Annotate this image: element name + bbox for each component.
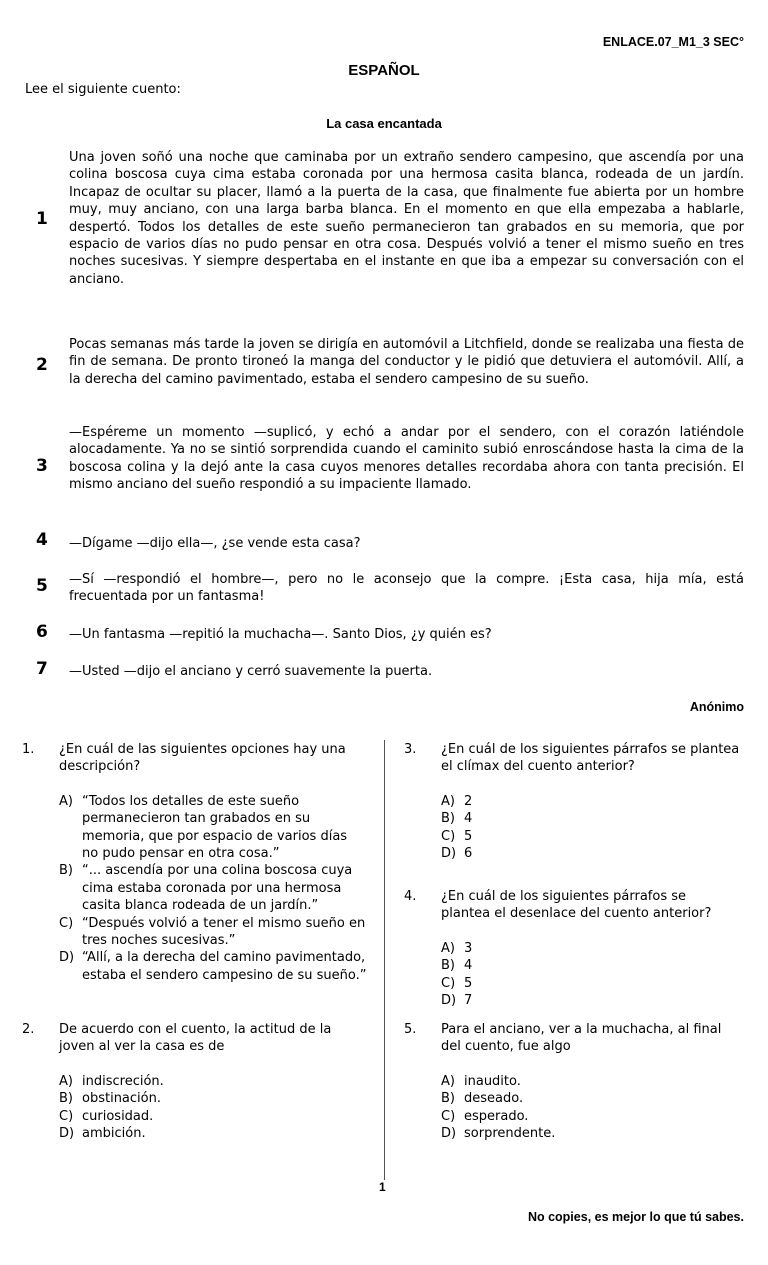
option-letter: C) — [441, 1108, 456, 1124]
option-text: 5 — [464, 975, 473, 991]
paragraph-number: 6 — [36, 622, 48, 642]
question-5 — [404, 1021, 744, 1142]
page-number: 1 — [379, 1180, 386, 1194]
option-letter: C) — [59, 1108, 74, 1124]
question-number: 1. — [22, 742, 35, 757]
option-text: inaudito. — [464, 1073, 521, 1089]
option-letter: D) — [441, 993, 457, 1009]
question-text: De acuerdo con el cuento, la actitud de la joven al ver la casa es de — [59, 1022, 332, 1055]
answer-option[interactable] — [59, 1108, 367, 1125]
option-letter: A) — [441, 940, 455, 956]
paragraph: Una joven soñó una noche que caminaba por un extraño sendero campesino, que ascendía por una colina boscosa cuya cima estaba coronada por una hermosa casita blanca, rodeada de un jardín. Incapaz de ocultar su placer, llamó a la puerta de la casa, que finalmente fue abierta por un hombre muy, muy anciano, con una larga barba blanca. En el momento en que ella empezaba a hablarle, despertó. Todos los detalles de este sueño permanecieron tan grabados en su memoria, que por espacio de varios días no pudo pensar en otra cosa. Después volvió a tener el mismo sueño en tres noches sucesivas. Y siempre despertaba en el instante en que iba a empezar su conversación con el anciano. — [69, 150, 744, 287]
answer-option[interactable] — [441, 1073, 744, 1090]
paragraph: —Usted —dijo el anciano y cerró suavemente la puerta. — [69, 664, 433, 679]
option-letter: A) — [59, 793, 73, 809]
paragraph-number: 5 — [36, 576, 48, 596]
question-number: 5. — [404, 1022, 417, 1037]
question-1 — [22, 741, 367, 984]
option-text: 7 — [464, 993, 473, 1009]
question-text: ¿En cuál de las siguientes opciones hay una descripción? — [59, 742, 346, 775]
option-letter: D) — [59, 1126, 75, 1142]
option-text: esperado. — [464, 1108, 529, 1124]
option-text: 4 — [464, 811, 473, 827]
paragraph-number: 4 — [36, 530, 48, 550]
option-text: obstinación. — [82, 1091, 161, 1107]
question-number: 3. — [404, 742, 417, 757]
answer-option[interactable] — [441, 1090, 744, 1107]
instruction: Lee el siguiente cuento: — [25, 82, 181, 97]
answer-option[interactable] — [59, 793, 367, 863]
option-text: 5 — [464, 828, 473, 844]
subject-title: ESPAÑOL — [348, 62, 420, 79]
answer-option[interactable] — [59, 1090, 367, 1107]
answer-option[interactable] — [441, 810, 744, 827]
option-text: 2 — [464, 793, 473, 809]
answer-option[interactable] — [59, 1125, 367, 1142]
exam-code: ENLACE.07_M1_3 SEC° — [602, 35, 744, 49]
answer-option[interactable] — [441, 957, 734, 974]
story-title: La casa encantada — [326, 116, 442, 131]
question-text: ¿En cuál de los siguientes párrafos se plantea el clímax del cuento anterior? — [441, 742, 740, 775]
answer-option[interactable] — [441, 992, 734, 1009]
option-text: “... ascendía por una colina boscosa cuya cima estaba coronada por una hermosa casita blanca rodeada de un jardín.” — [82, 863, 353, 914]
question-4 — [404, 888, 734, 1009]
paragraph: —Espéreme un momento —suplicó, y echó a andar por el sendero, con el corazón latiéndole alocadamente. Ya no se sintió sorprendida cuando el caminito subió enroscándose hasta la cima de la boscosa colina y la dejó ante la casa cuyos menores detalles recordaba ahora con tanta precisión. El mismo anciano del sueño respondió a su impaciente llamado. — [69, 425, 744, 493]
option-letter: A) — [59, 1073, 73, 1089]
paragraph: Pocas semanas más tarde la joven se dirigía en automóvil a Litchfield, donde se realizaba una fiesta de fin de semana. De pronto tironeó la manga del conductor y le pidió que detuviera el automóvil. Allí, a la derecha del camino pavimentado, estaba el sendero campesino de su sueño. — [69, 337, 744, 387]
paragraph-number: 7 — [36, 659, 48, 679]
question-3 — [404, 741, 744, 862]
option-letter: A) — [441, 1073, 455, 1089]
option-letter: B) — [441, 958, 455, 974]
answer-option[interactable] — [59, 1073, 367, 1090]
answer-option[interactable] — [441, 845, 744, 862]
option-letter: B) — [59, 1091, 73, 1107]
column-divider — [384, 740, 385, 1180]
question-text: Para el anciano, ver a la muchacha, al final del cuento, fue algo — [441, 1022, 722, 1055]
option-text: curiosidad. — [82, 1108, 154, 1124]
answer-option[interactable] — [59, 862, 367, 914]
option-letter: D) — [441, 846, 457, 862]
paragraph: —Un fantasma —repitió la muchacha—. Santo Dios, ¿y quién es? — [69, 627, 492, 642]
footer-motto: No copies, es mejor lo que tú sabes. — [527, 1210, 744, 1224]
paragraph: —Sí —respondió el hombre—, pero no le aconsejo que la compre. ¡Esta casa, hija mía, está frecuentada por un fantasma! — [69, 572, 744, 605]
paragraph-number: 3 — [36, 456, 48, 476]
answer-option[interactable] — [59, 915, 367, 950]
option-letter: B) — [441, 811, 455, 827]
paragraph-number: 2 — [36, 355, 48, 375]
answer-option[interactable] — [441, 793, 744, 810]
option-text: 4 — [464, 958, 473, 974]
answer-option[interactable] — [441, 1125, 744, 1142]
option-letter: A) — [441, 793, 455, 809]
option-text: 6 — [464, 846, 473, 862]
option-letter: C) — [441, 828, 456, 844]
answer-option[interactable] — [441, 828, 744, 845]
option-text: 3 — [464, 940, 473, 956]
option-letter: D) — [59, 950, 75, 966]
answer-option[interactable] — [441, 1108, 744, 1125]
option-letter: B) — [441, 1091, 455, 1107]
paragraph-number: 1 — [36, 209, 48, 229]
paragraph: —Dígame —dijo ella—, ¿se vende esta casa? — [69, 536, 361, 551]
option-text: “Allí, a la derecha del camino pavimentado, estaba el sendero campesino de su sueño.” — [82, 950, 367, 983]
author: Anónimo — [689, 700, 744, 714]
answer-option[interactable] — [59, 949, 367, 984]
question-number: 4. — [404, 889, 417, 904]
option-letter: C) — [59, 915, 74, 931]
answer-option[interactable] — [441, 940, 734, 957]
answer-option[interactable] — [441, 975, 734, 992]
question-2 — [22, 1021, 367, 1142]
option-text: deseado. — [464, 1091, 524, 1107]
option-text: indiscreción. — [82, 1073, 164, 1089]
question-text: ¿En cuál de los siguientes párrafos se plantea el desenlace del cuento anterior? — [441, 889, 712, 922]
option-letter: B) — [59, 863, 73, 879]
option-text: “Todos los detalles de este sueño permanecieron tan grabados en su memoria, que por espacio de varios días no pudo pensar en otra cosa.” — [82, 793, 348, 862]
question-number: 2. — [22, 1022, 35, 1037]
option-text: ambición. — [82, 1126, 146, 1142]
option-text: sorprendente. — [464, 1126, 556, 1142]
option-letter: D) — [441, 1126, 457, 1142]
option-text: “Después volvió a tener el mismo sueño en tres noches sucesivas.” — [82, 915, 366, 949]
option-letter: C) — [441, 975, 456, 991]
